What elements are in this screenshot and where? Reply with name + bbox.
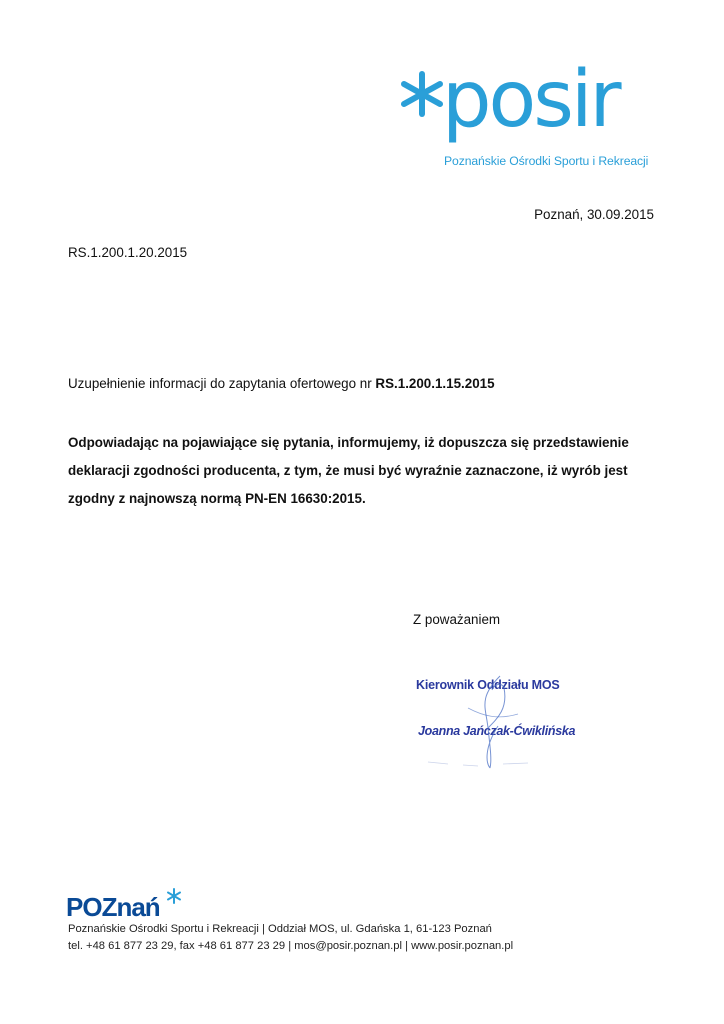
handwritten-signature: [408, 668, 598, 778]
asterisk-icon: [166, 888, 182, 904]
stamp-title: Kierownik Oddziału MOS: [416, 678, 560, 692]
posir-logo-tagline: Poznańskie Ośrodki Sportu i Rekreacji: [444, 154, 649, 168]
letter-subject: [68, 376, 495, 391]
letter-body: Odpowiadając na pojawiające się pytania, informujemy, iż dopuszcza się przedstawienie deklaracji zgodności producenta, z tym, że musi być wyraźnie zaznaczone, iż wyrób jest zgodny z najnowszą normą PN-EN 16630:2015.: [68, 435, 629, 506]
signature-stamp: [408, 668, 598, 778]
subject-prefix: Uzupełnienie informacji do zapytania ofertowego nr: [68, 376, 376, 391]
letter-closing: Z poważaniem: [413, 612, 501, 627]
poznan-logo-word: POZnań: [66, 892, 160, 922]
stamp-name: Joanna Jańczak-Ćwiklińska: [418, 724, 576, 738]
asterisk-icon: [398, 70, 446, 118]
subject-reference: RS.1.200.1.15.2015: [375, 376, 495, 391]
footer-contact: tel. +48 61 877 23 29, fax +48 61 877 23 29 | mos@posir.poznan.pl | www.posir.poznan.pl: [68, 940, 514, 952]
reference-number: RS.1.200.1.20.2015: [68, 245, 188, 260]
posir-logo: [398, 55, 668, 176]
letter-date: Poznań, 30.09.2015: [534, 207, 654, 222]
posir-logo-word: posir: [442, 55, 619, 145]
footer-address: Poznańskie Ośrodki Sportu i Rekreacji | Oddział MOS, ul. Gdańska 1, 61-123 Poznań: [68, 923, 492, 935]
poznan-logo: [66, 888, 206, 924]
